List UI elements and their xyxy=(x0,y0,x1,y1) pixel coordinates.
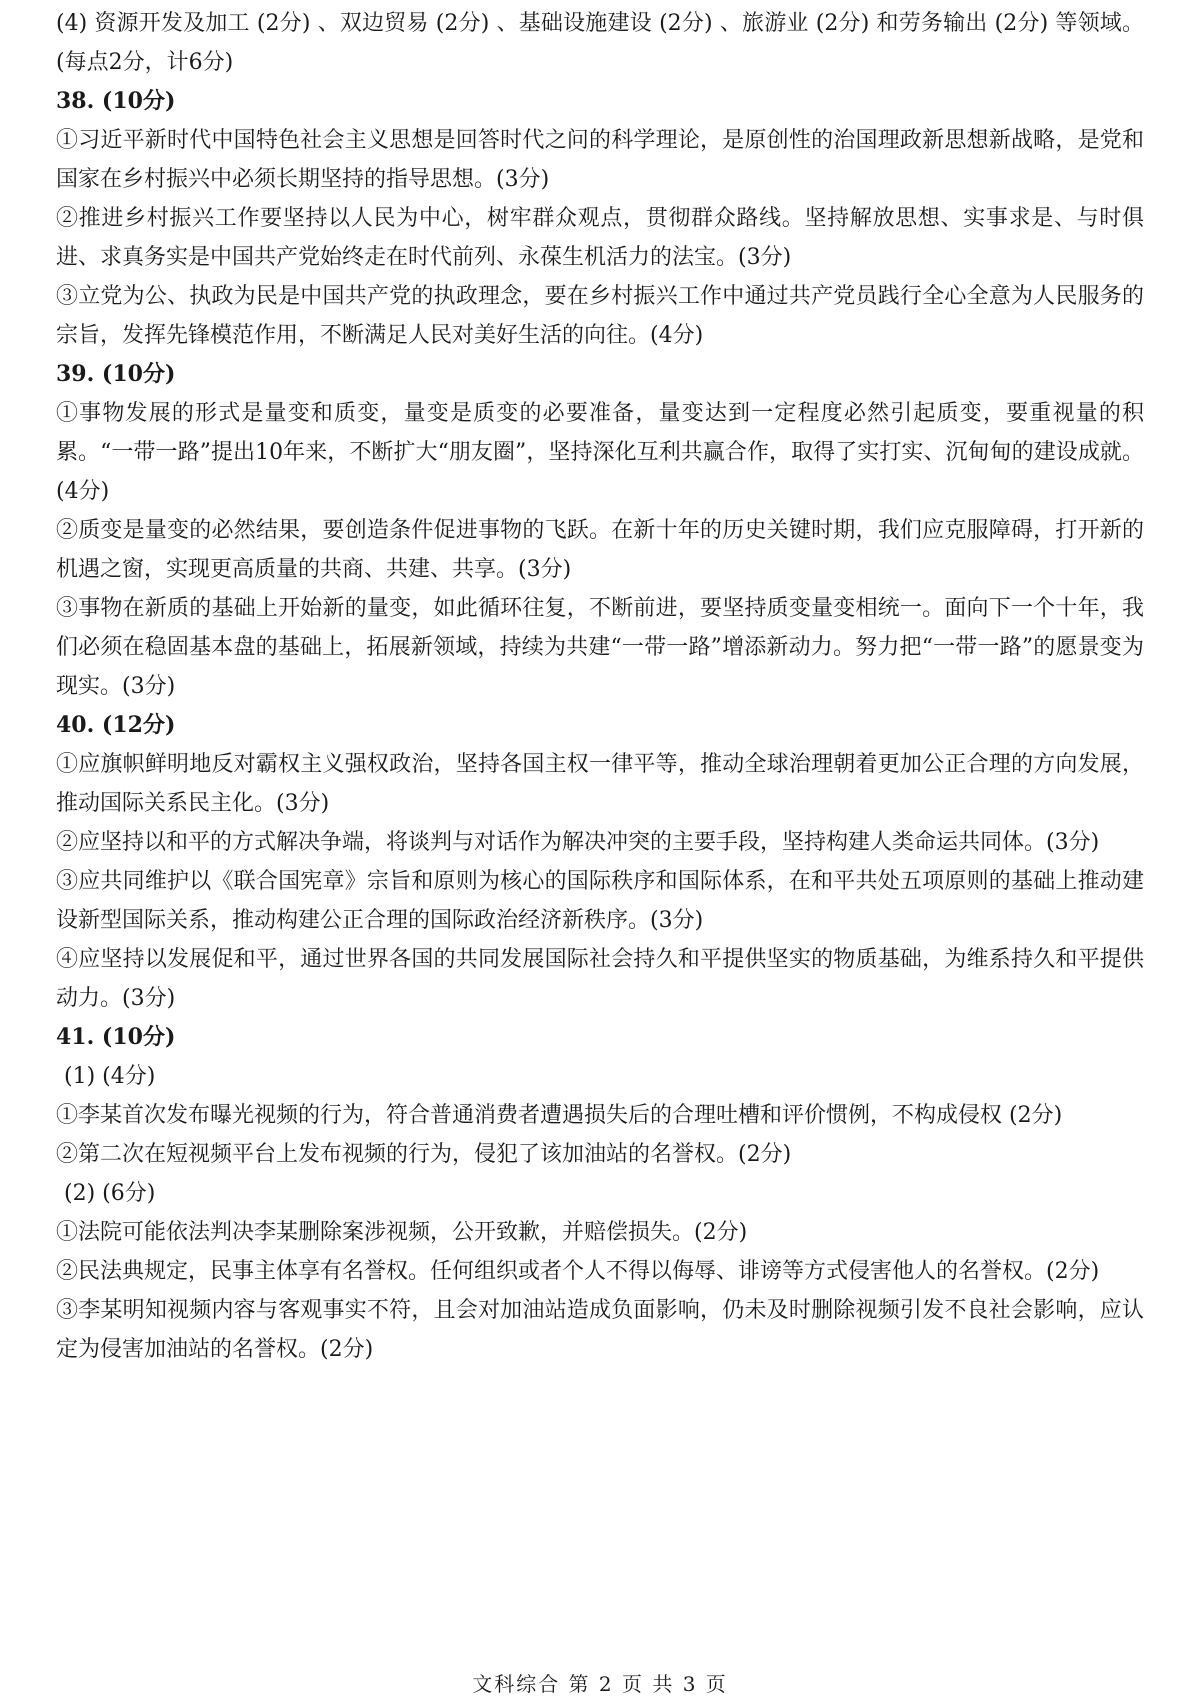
answer-paragraph: ③立党为公、执政为民是中国共产党的执政理念，要在乡村振兴工作中通过共产党员践行全心全意为人民服务的宗旨，发挥先锋模范作用，不断满足人民对美好生活的向往。(4分) xyxy=(56,284,1144,348)
answer-paragraph: ③李某明知视频内容与客观事实不符，且会对加油站造成负面影响，仍未及时删除视频引发不良社会影响，应认定为侵害加油站的名誉权。(2分) xyxy=(56,1298,1144,1362)
answer-paragraph: ①法院可能依法判决李某删除案涉视频，公开致歉，并赔偿损失。(2分) xyxy=(56,1220,748,1245)
answer-paragraph: ①应旗帜鲜明地反对霸权主义强权政治，坚持各国主权一律平等，推动全球治理朝着更加公正合理的方向发展，推动国际关系民主化。(3分) xyxy=(56,752,1144,816)
answer-paragraph: ④应坚持以发展促和平，通过世界各国的共同发展国际社会持久和平提供坚实的物质基础，为维系持久和平提供动力。(3分) xyxy=(56,947,1144,1011)
answer-paragraph: (4) 资源开发及加工 (2分) 、双边贸易 (2分) 、基础设施建设 (2分) 、旅游业 (2分) 和劳务输出 (2分) 等领域。 (每点2分，计6分) xyxy=(56,11,1144,75)
answer-paragraph: ③事物在新质的基础上开始新的量变，如此循环往复，不断前进，要坚持质变量变相统一。面向下一个十年，我们必须在稳固基本盘的基础上，拓展新领域，持续为共建“一带一路”增添新动力。努力把“一带一路”的愿景变为现实。(3分) xyxy=(56,596,1144,699)
answer-paragraph: ②应坚持以和平的方式解决争端，将谈判与对话作为解决冲突的主要手段，坚持构建人类命运共同体。(3分) xyxy=(56,830,1100,855)
answer-paragraph: ②推进乡村振兴工作要坚持以人民为中心，树牢群众观点，贯彻群众路线。坚持解放思想、实事求是、与时俱进、求真务实是中国共产党始终走在时代前列、永葆生机活力的法宝。(3分) xyxy=(56,206,1144,270)
answer-paragraph: ①事物发展的形式是量变和质变，量变是质变的必要准备，量变达到一定程度必然引起质变，要重视量的积累。“一带一路”提出10年来，不断扩大“朋友圈”，坚持深化互利共赢合作，取得了实打实、沉甸甸的建设成就。(4分) xyxy=(56,401,1144,504)
sub-question-label: (1) (4分) xyxy=(64,1064,156,1089)
answer-paragraph: ②民法典规定，民事主体享有名誉权。任何组织或者个人不得以侮辱、诽谤等方式侵害他人的名誉权。(2分) xyxy=(56,1259,1100,1284)
question-heading: 38. (10分) xyxy=(56,88,176,114)
sub-question-label: (2) (6分) xyxy=(64,1181,156,1206)
question-heading: 41. (10分) xyxy=(56,1024,176,1050)
question-heading: 39. (10分) xyxy=(56,361,176,387)
answer-paragraph: ②质变是量变的必然结果，要创造条件促进事物的飞跃。在新十年的历史关键时期，我们应克服障碍，打开新的机遇之窗，实现更高质量的共商、共建、共享。(3分) xyxy=(56,518,1144,582)
answer-paragraph: ①李某首次发布曝光视频的行为，符合普通消费者遭遇损失后的合理吐槽和评价惯例，不构成侵权 (2分) xyxy=(56,1103,1063,1128)
question-heading: 40. (12分) xyxy=(56,712,176,738)
answer-paragraph: ③应共同维护以《联合国宪章》宗旨和原则为核心的国际秩序和国际体系，在和平共处五项原则的基础上推动建设新型国际关系，推动构建公正合理的国际政治经济新秩序。(3分) xyxy=(56,869,1144,933)
answer-paragraph: ②第二次在短视频平台上发布视频的行为，侵犯了该加油站的名誉权。(2分) xyxy=(56,1142,792,1167)
answer-paragraph: ①习近平新时代中国特色社会主义思想是回答时代之问的科学理论，是原创性的治国理政新思想新战略，是党和国家在乡村振兴中必须长期坚持的指导思想。(3分) xyxy=(56,128,1144,192)
answer-key-page xyxy=(56,4,1144,1369)
page-footer: 文科综合 第 2 页 共 3 页 xyxy=(472,1672,728,1696)
